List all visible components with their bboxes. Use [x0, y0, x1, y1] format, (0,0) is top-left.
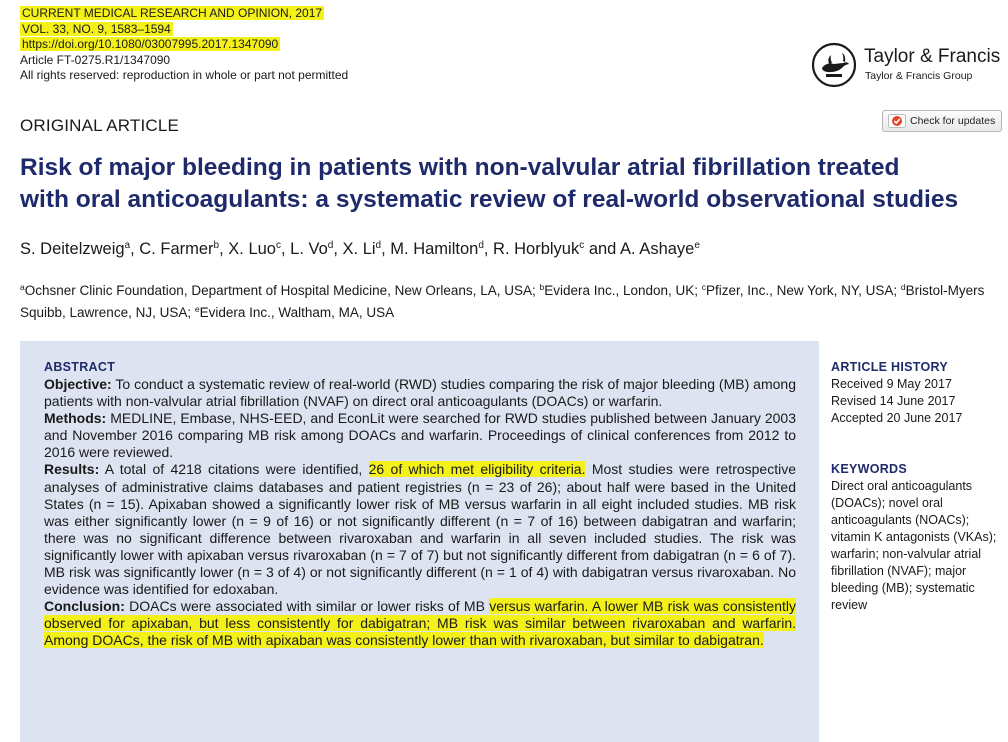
author-list: S. Deitelzweig$^a$, C. Farmer$^b$, X. Luo$^c$, L. Vo$^d$, X. Li$^d$, M. Hamilton$^d$, R. Horblyuk$^c$ and A. Ashaye$^e$ — [20, 240, 700, 258]
keywords-heading: KEYWORDS — [831, 462, 908, 476]
abstract-conclusion: Conclusion: DOACs were associated with similar or lower risks of MB versus warfarin. A lower MB risk was consistently observed for apixaban, but less consistently for dabigatran; MB risk was similar between rivaroxaban and warfarin. Among DOACs, the risk of MB with apixaban was consistently lower than with rivaroxaban, but similar to dabigatran. — [44, 598, 796, 649]
rights-notice: All rights reserved: reproduction in whole or part not permitted — [20, 68, 349, 82]
accepted-date: Accepted 20 June 2017 — [831, 411, 963, 425]
title-line-1: Risk of major bleeding in patients with non-valvular atrial fibrillation treated — [20, 154, 900, 181]
abstract-panel — [20, 341, 819, 742]
check-for-updates-button[interactable] — [882, 110, 1002, 132]
author[interactable]: M. Hamilton$^d$ — [390, 240, 484, 258]
author[interactable]: L. Vo$^d$ — [290, 240, 334, 258]
check-updates-label: Check for updates — [910, 115, 996, 127]
article-type-label: ORIGINAL ARTICLE — [20, 116, 180, 135]
author[interactable]: S. Deitelzweig$^a$ — [20, 240, 131, 258]
abstract-results: Results: A total of 4218 citations were identified, 26 of which met eligibility criteria. Most studies were retrospective analyses of administrative claims databases and patient registries (n = 23 of 26); about half were based in the United States (n = 15). Apixaban showed a significantly lower risk of MB versus warfarin in all eight included studies. MB risk was either significantly lower (n = 9 of 16) or not significantly different (n = 7 of 16) between dabigatran and warfarin; there was no significant difference between rivaroxaban and warfarin in all seven included studies. The risk was significantly lower with apixaban versus rivaroxaban (n = 7 of 7) but not significantly different from dabigatran (n = 6 of 7). MB risk was significantly lower (n = 3 of 4) or not significantly different (n = 1 of 4) with dabigatran versus rivaroxaban. No evidence was identified for edoxaban. — [44, 461, 797, 598]
abstract-heading: ABSTRACT — [44, 360, 116, 374]
author[interactable]: R. Horblyuk$^c$ — [493, 240, 585, 258]
publisher-logo — [810, 40, 1006, 92]
received-date: Received 9 May 2017 — [831, 377, 952, 391]
abstract-body — [44, 359, 796, 650]
article-history — [831, 359, 1001, 427]
doi-link[interactable]: https://doi.org/10.1080/03007995.2017.1347090 — [22, 37, 279, 51]
article-title — [20, 152, 995, 216]
highlighted-text: versus warfarin. A lower MB risk was consistently observed for apixaban, but less consistently for dabigatran; MB risk was similar between rivaroxaban and warfarin. Among DOACs, the risk of MB with apixaban was consistently lower than with rivaroxaban, but similar to dabigatran. — [44, 598, 796, 649]
highlighted-text: 26 of which met eligibility criteria. — [368, 461, 586, 478]
check-updates-icon — [888, 114, 906, 128]
abstract-methods: Methods: MEDLINE, Embase, NHS-EED, and EconLit were searched for RWD studies published between January 2003 and November 2016 comparing MB risk among DOACs and warfarin. Proceedings of clinical conferences from 2012 to 2016 were reviewed. — [44, 410, 796, 461]
author[interactable]: X. Luo$^c$ — [228, 240, 281, 258]
keywords — [831, 461, 1001, 614]
publisher-lamp-logo-icon — [810, 40, 860, 90]
journal-metadata — [20, 6, 348, 84]
publisher-name: Taylor & Francis — [864, 46, 1001, 67]
author[interactable]: X. Li$^d$ — [342, 240, 382, 258]
journal-volume: VOL. 33, NO. 9, 1583–1594 — [22, 21, 171, 36]
keywords-list: Direct oral anticoagulants (DOACs); novel oral anticoagulants (NOACs); vitamin K antagonists (VKAs); warfarin; non-valvular atrial fibrillation (NVAF); major bleeding (MB); systematic review — [831, 479, 997, 612]
article-id: Article FT-0275.R1/1347090 — [20, 52, 171, 67]
affiliations: $^a$Ochsner Clinic Foundation, Department of Hospital Medicine, New Orleans, LA, USA; $^b$Evidera Inc., London, UK; $^c$Pfizer, Inc., New York, NY, USA; $^d$Bristol-Myers Squibb, Lawrence, NJ, USA; $^e$Evidera Inc., Waltham, MA, USA — [20, 282, 985, 320]
publisher-group: Taylor & Francis Group — [865, 70, 973, 82]
journal-name: CURRENT MEDICAL RESEARCH AND OPINION, 2017 — [22, 6, 323, 20]
article-history-heading: ARTICLE HISTORY — [831, 360, 949, 374]
title-line-2: with oral anticoagulants: a systematic review of real-world observational studies — [20, 186, 959, 213]
revised-date: Revised 14 June 2017 — [831, 394, 956, 408]
abstract-objective: Objective: To conduct a systematic review of real-world (RWD) studies comparing the risk of major bleeding (MB) among patients with non-valvular atrial fibrillation (NVAF) on direct oral anticoagulants (DOACs) or warfarin. — [44, 376, 796, 410]
author[interactable]: A. Ashaye$^e$ — [620, 240, 700, 258]
author[interactable]: C. Farmer$^b$ — [139, 240, 220, 258]
